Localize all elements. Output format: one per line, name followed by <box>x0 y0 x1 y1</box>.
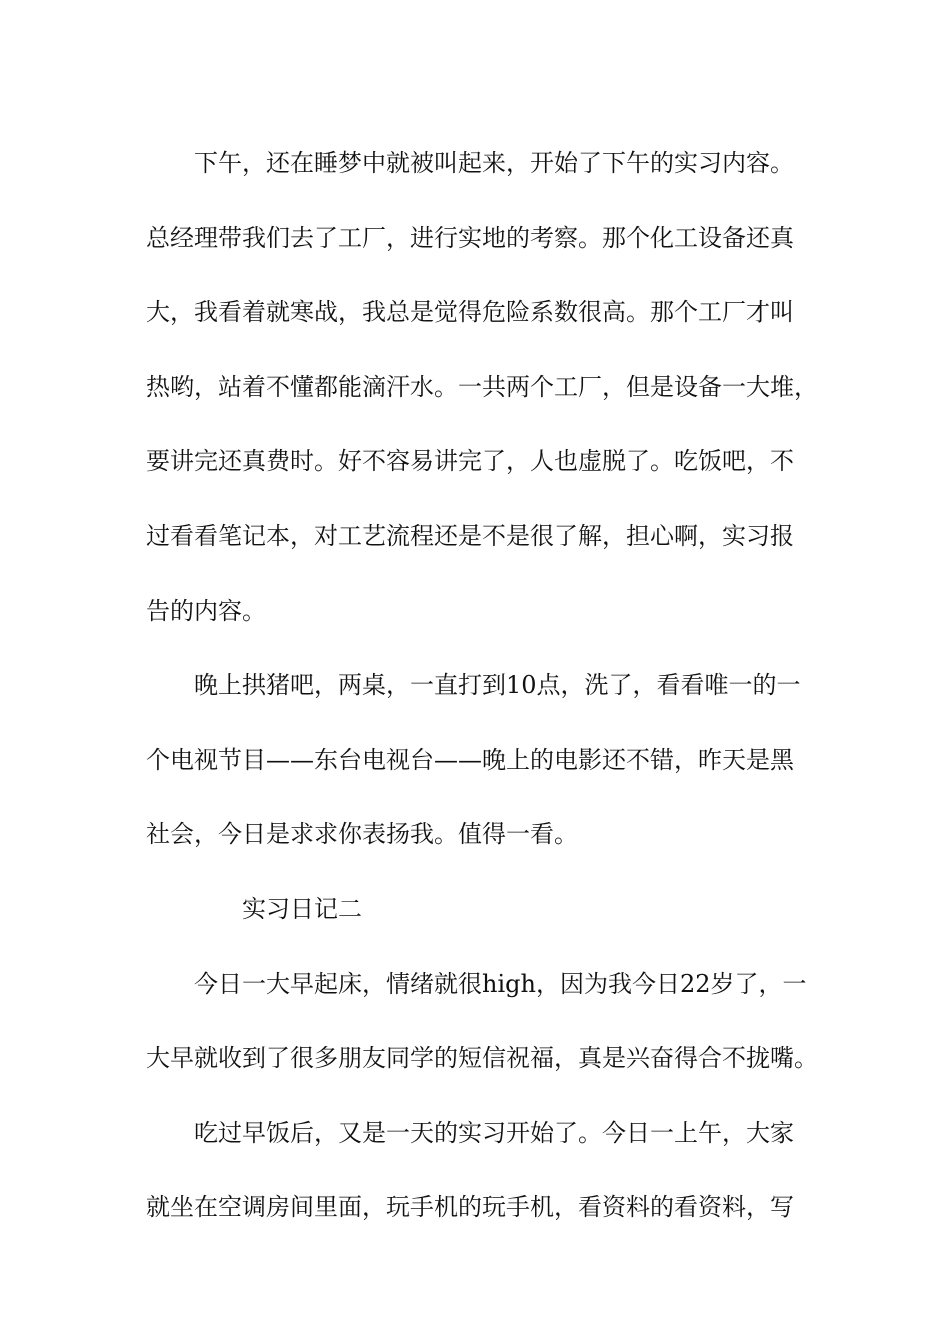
text-line: 要讲完还真费时。好不容易讲完了，人也虚脱了。吃饭吧，不 <box>146 447 794 476</box>
text-line: 过看看笔记本，对工艺流程还是不是很了解，担心啊，实习报 <box>146 521 794 550</box>
text-line: 个电视节目——东台电视台——晚上的电影还不错，昨天是黑 <box>146 745 794 774</box>
text-line: 大早就收到了很多朋友同学的短信祝福，真是兴奋得合不拢嘴。 <box>146 1044 818 1073</box>
text-line: 晚上拱猪吧，两桌，一直打到10点，洗了，看看唯一的一 <box>194 671 801 700</box>
text-line: 今日一大早起床，情绪就很high，因为我今日22岁了，一 <box>194 969 807 998</box>
text-line: 总经理带我们去了工厂，进行实地的考察。那个化工设备还真 <box>146 223 794 252</box>
text-line: 社会，今日是求求你表扬我。值得一看。 <box>146 820 578 849</box>
text-line: 大，我看着就寒战，我总是觉得危险系数很高。那个工厂才叫 <box>146 298 794 327</box>
text-line: 就坐在空调房间里面，玩手机的玩手机，看资料的看资料，写 <box>146 1193 794 1222</box>
text-line: 告的内容。 <box>146 596 266 625</box>
document-body <box>146 126 818 1245</box>
text-line: 热哟，站着不懂都能滴汗水。一共两个工厂，但是设备一大堆， <box>146 372 818 401</box>
text-line: 下午，还在睡梦中就被叫起来，开始了下午的实习内容。 <box>194 149 794 177</box>
section-heading: 实习日记二 <box>242 894 362 923</box>
text-line: 吃过早饭后，又是一天的实习开始了。今日一上午，大家 <box>194 1118 794 1147</box>
